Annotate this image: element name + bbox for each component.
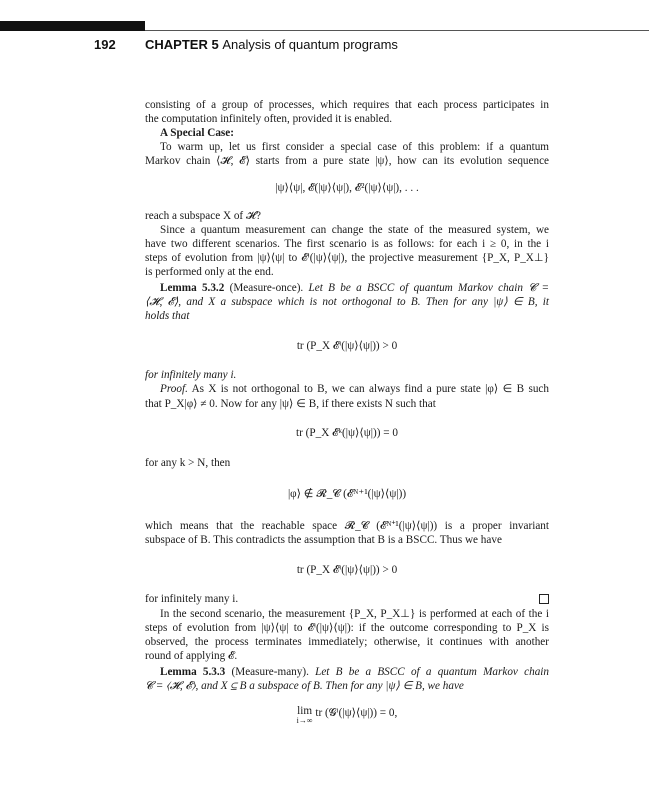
- lemma-text: 𝓒 = ⟨𝓗, 𝓔⟩, and X ⊆ B a subspace of B. Then for any |ψ⟩ ∈ B, we have: [145, 680, 464, 692]
- body-line: Markov chain ⟨𝓗, 𝓔⟩ starts from a pure state |ψ⟩, how can its evolution sequence: [145, 155, 549, 167]
- lemma-5-3-2: [145, 281, 549, 295]
- equation-trace-positive-2: tr (P_X 𝓔ⁱ(|ψ⟩⟨ψ|)) > 0: [296, 564, 398, 576]
- body-line: reach a subspace X of 𝓗?: [145, 210, 262, 222]
- section-heading: A Special Case:: [160, 127, 234, 139]
- body-line: consisting of a group of processes, which requires that each process participates in: [145, 99, 549, 111]
- header-rule: [145, 30, 649, 31]
- qed-box: [539, 594, 549, 604]
- chapter-title: Analysis of quantum programs: [222, 37, 398, 52]
- lemma-label: Lemma 5.3.3: [160, 666, 226, 678]
- body-line: subspace of B. This contradicts the assumption that B is a BSCC. Thus we have: [145, 534, 502, 546]
- body-line: that P_X|φ⟩ ≠ 0. Now for any |ψ⟩ ∈ B, if there exists N such that: [145, 398, 436, 410]
- body-line: Since a quantum measurement can change the state of the measured system, we: [160, 224, 549, 236]
- body-line: for infinitely many i.: [145, 369, 237, 381]
- body-line: have two different scenarios. The first scenario is as follows: for each i ≥ 0, in the i: [145, 238, 549, 250]
- header-bar: [0, 21, 145, 31]
- body-line: observed, the process terminates immediately; otherwise, it continues with another: [145, 636, 549, 648]
- body-line: To warm up, let us first consider a special case of this problem: if a quantum: [160, 141, 549, 153]
- lemma-text: Let B be a BSCC of quantum Markov chain 𝓒 =: [303, 282, 550, 294]
- body-line: steps of evolution from |ψ⟩⟨ψ| to 𝓔ⁱ(|ψ⟩⟨ψ|): if the outcome corresponding to P_X is: [145, 622, 549, 634]
- chapter-label: CHAPTER 5: [145, 37, 219, 52]
- page-number: 192: [94, 37, 116, 52]
- equation-limit: [145, 705, 549, 725]
- body-line: which means that the reachable space 𝓡_𝓒 (𝓔ᴺ⁺¹(|ψ⟩⟨ψ|)) is a proper invariant: [145, 520, 549, 532]
- chapter-header: [145, 37, 398, 52]
- equation-trace-positive: tr (P_X 𝓔ⁱ(|ψ⟩⟨ψ|)) > 0: [296, 340, 398, 352]
- lemma-label: Lemma 5.3.2: [160, 282, 225, 294]
- body-line: round of applying 𝓔.: [145, 650, 238, 662]
- equation-sequence: |ψ⟩⟨ψ|, 𝓔(|ψ⟩⟨ψ|), 𝓔²(|ψ⟩⟨ψ|), . . .: [275, 182, 419, 194]
- lemma-name: (Measure-many).: [225, 666, 309, 678]
- lemma-text: holds that: [145, 310, 190, 322]
- lemma-name: (Measure-once).: [224, 282, 304, 294]
- lemma-text: Let B be a BSCC of a quantum Markov chain: [308, 666, 549, 678]
- limit-operator: lim i→∞: [296, 705, 313, 725]
- body-line: In the second scenario, the measurement {P_X, P_X⊥} is performed at each of the i: [160, 608, 549, 620]
- proof-line: Proof. As X is not orthogonal to B, we can always find a pure state |φ⟩ ∈ B such: [160, 383, 549, 395]
- limit-expression: tr (𝓖ⁱ(|ψ⟩⟨ψ|)) = 0,: [315, 707, 398, 719]
- body-line: the computation infinitely often, provided it is enabled.: [145, 113, 392, 125]
- lemma-text: ⟨𝓗, 𝓔⟩, and X a subspace which is not orthogonal to B. Then for any |ψ⟩ ∈ B, it: [145, 296, 549, 308]
- proof-label: Proof.: [160, 383, 188, 395]
- limit-subscript: i→∞: [296, 716, 313, 725]
- body-line: steps of evolution from |ψ⟩⟨ψ| to 𝓔ⁱ(|ψ⟩⟨ψ|), the projective measurement {P_X, P_X⊥}: [145, 252, 549, 264]
- body-line: for infinitely many i.: [145, 593, 239, 605]
- lemma-5-3-3: [145, 665, 549, 679]
- equation-reachable: |φ⟩ ∉ 𝓡_𝓒 (𝓔ᴺ⁺¹(|ψ⟩⟨ψ|)): [287, 488, 407, 500]
- equation-trace-zero: tr (P_X 𝓔ᵏ(|ψ⟩⟨ψ|)) = 0: [296, 427, 398, 439]
- body-line: is performed only at the end.: [145, 266, 274, 278]
- body-line: for any k > N, then: [145, 457, 231, 469]
